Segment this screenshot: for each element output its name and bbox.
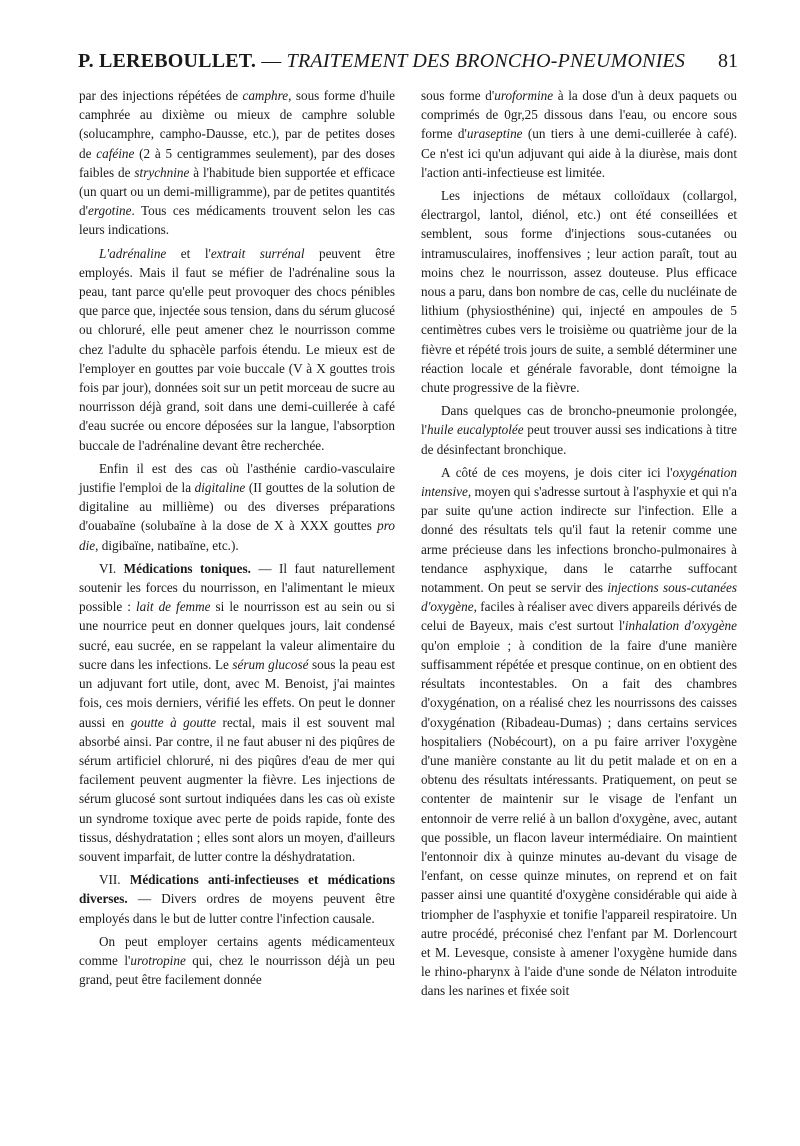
italic-term: extrait surrénal	[210, 245, 305, 261]
paragraph: On peut employer certains agents médicamenteux comme l'urotropine qui, chez le nourrisson déjà un peu grand, peut être facilement donnée	[79, 933, 395, 988]
paragraph: A côté de ces moyens, je dois citer ici l'oxygénation intensive, moyen qui s'adresse surtout à l'asphyxie et qui n'a par suite qu'une action indirecte sur l'infection. Elle a donné des résultats tels qu'il faut la retenir comme une arme précieuse dans les infections broncho-pulmonaires à tendance asphyxique, dans le catarrhe suffocant notamment. On peut se servir des injections sous-cutanées d'oxygène, faciles à réaliser avec divers appareils dérivés de celui de Bayeux, mais c'est surtout l'inhalation d'oxygène qu'on emploie ; à condition de la faire d'une manière suffisamment répétée et presque continue, on en obtient des résultats incontestables. On a fait des chambres d'oxygénation, on a réalisé chez les nourrissons des caisses d'oxygénation (Ribadeau-Dumas) ; dans certains services hospitaliers (Nobécourt), on a pu faire arriver l'oxygène d'une manière constante au lit du petit malade et on en a obtenu des résultats intéressants. Pratiquement, on peut se contenter de maintenir sur le visage de l'enfant un entonnoir de verre relié à un ballon d'oxygène, avec, autant que possible, un flacon laveur intermédiaire. On maintient l'entonnoir dix à quinze minutes au-devant du visage de l'enfant, on cesse quinze minutes, on reprend et on fait passer ainsi une quantité d'oxygène considérable qui aide à triompher de l'asphyxie et tonifie l'appareil respiratoire. Un autre procédé, préconisé chez l'enfant par M. Dorlencourt et M. Levesque, consiste à amener l'oxygène humide dans le rhino-pharynx à l'aide d'une sonde de Nélaton introduite dans les narines et fixée soit	[421, 464, 737, 999]
section-heading: Médications toniques.	[123, 560, 251, 576]
section-vi-paragraph: VI. Médications toniques. — Il faut naturellement soutenir les forces du nourrisson, en l'alimentant le mieux possible : lait de femme si le nourrisson est au sein ou si une nourrice peut en donner quelques jours, lait condensé sucré, eau sucrée, en se rappelant la valeur alimentaire du sucre dans les infections. Le sérum glucosé sous la peau est un adjuvant fort utile, dont, avec M. Benoist, j'ai maintes fois, ces mois derniers, vérifié les effets. On peut le donner aussi en goutte à goutte rectal, mais il est souvent mal absorbé ainsi. Par contre, il ne faut abuser ni des piqûres de sérum artificiel chloruré, ni des piqûres d'eau de mer qui facilement peuvent augmenter la fièvre. Les injections de sérum glucosé sont surtout indiquées dans les cas où existe un syndrome toxique avec perte de poids rapide, fonte des tissus, déshydratation ; elles sont alors un moyen, d'ailleurs souvent imparfait, de lutter contre la déshydratation.	[79, 560, 396, 864]
header-author: P. LEREBOULLET.	[78, 50, 257, 72]
italic-term: uraseptine	[466, 126, 523, 142]
italic-term: L'adrénaline	[99, 245, 167, 261]
paragraph: Enfin il est des cas où l'asthénie cardio-vasculaire justifie l'emploi de la digitaline (II gouttes de la solution de digitaline au millième) ou des diverses préparations d'ouabaïne (solubaïne à la dose de X à XXX gouttes pro die, digibaïne, natibaïne, etc.).	[79, 460, 395, 553]
paragraph: par des injections répétées de camphre, sous forme d'huile camphrée au dixième ou mieux de camphre soluble (solucamphre, campho-Dausse, etc.), par de petites doses de caféine (2 à 5 centigrammes seulement), par des doses faibles de strychnine à l'habitude bien supportée et efficace (un quart ou un demi-milligramme), par de petites quantités d'ergotine. Tous ces médicaments trouvent selon les cas leurs indications.	[79, 88, 395, 238]
paragraph: sous forme d'uroformine à la dose d'un à deux paquets ou comprimés de 0gr,25 dissous dans l'eau, ou encore sous forme d'uraseptine (un tiers à une demi-cuillerée à café). Ce n'est ici qu'un adjuvant qui aide à la diurèse, mais dont l'action anti-infectieuse est limitée.	[421, 88, 737, 180]
italic-term: oxygénation intensive	[421, 464, 737, 500]
italic-term: lait de femme	[135, 599, 211, 615]
italic-term: inhalation d'oxygène	[624, 618, 737, 634]
italic-term: digitaline	[194, 480, 246, 496]
italic-term: ergotine	[87, 203, 132, 219]
italic-term: uroformine	[494, 88, 554, 103]
paragraph: Dans quelques cas de broncho-pneumonie prolongée, l'huile eucalyptolée peut trouver aussi ses indications à titre de désinfectant bronchique.	[421, 403, 737, 457]
italic-term: caféine	[96, 145, 135, 161]
italic-term: camphre	[242, 88, 289, 103]
page-number: 81	[718, 50, 738, 72]
running-header	[78, 50, 738, 80]
italic-term: urotropine	[130, 952, 186, 968]
italic-term: huile eucalyptolée	[427, 422, 524, 438]
italic-term: goutte à goutte	[130, 714, 217, 730]
section-heading: Médications anti-infectieuses et médications diverses.	[79, 872, 395, 907]
header-title: TRAITEMENT DES BRONCHO-PNEUMONIES	[286, 50, 686, 72]
paragraph: Les injections de métaux colloïdaux (collargol, électrargol, lantol, diénol, etc.) ont été conseillées et semblent, sous forme d'injections sous-cutanées ou intramusculaires, inoffensives ; leur action paraît, tout au moins chez le nourrisson, assez douteuse. Plus efficace nous a paru, dans bon nombre de cas, celle du nucléinate de lithium (physiosthénine) qui, injecté en ampoules de 5 centimètres cubes vers le troisième ou quatrième jour de la fièvre et répété trois jours de suite, a semblé déterminer une réaction locale et générale favorable, dont témoigne la chute progressive de la fièvre.	[421, 188, 737, 396]
italic-term: sérum glucosé	[232, 656, 309, 672]
right-column	[421, 86, 737, 1001]
italic-term: pro die	[79, 518, 395, 553]
paragraph: L'adrénaline et l'extrait surrénal peuvent être employés. Mais il faut se méfier de l'adrénaline sous la peau, tant parce qu'elle peut provoquer des chocs pénibles que parce que, injectée sous tension, dans du sérum glucosé ou chloruré, elle peut amener chez le nourrisson comme chez l'adulte du sphacèle parfois étendu. Le mieux est de l'employer en gouttes par voie buccale (V à X gouttes trois fois par jour), données soit sur un petit morceau de sucre au nourrisson déjà grand, soit dans une demi-cuillerée à café d'eau sucrée ou encore déposées sur la langue, l'absorption buccale de l'adrénaline devant être recherchée.	[79, 245, 395, 453]
header-separator: —	[256, 50, 287, 72]
running-title	[78, 50, 685, 73]
section-vii-paragraph: VII. Médications anti-infectieuses et médications diverses. — Divers ordres de moyens peuvent être employés dans le but de lutter contre l'infection causale.	[79, 872, 395, 926]
italic-term: strychnine	[134, 164, 190, 180]
italic-term: injections sous-cutanées d'oxygène	[421, 580, 737, 615]
left-column	[79, 86, 395, 989]
